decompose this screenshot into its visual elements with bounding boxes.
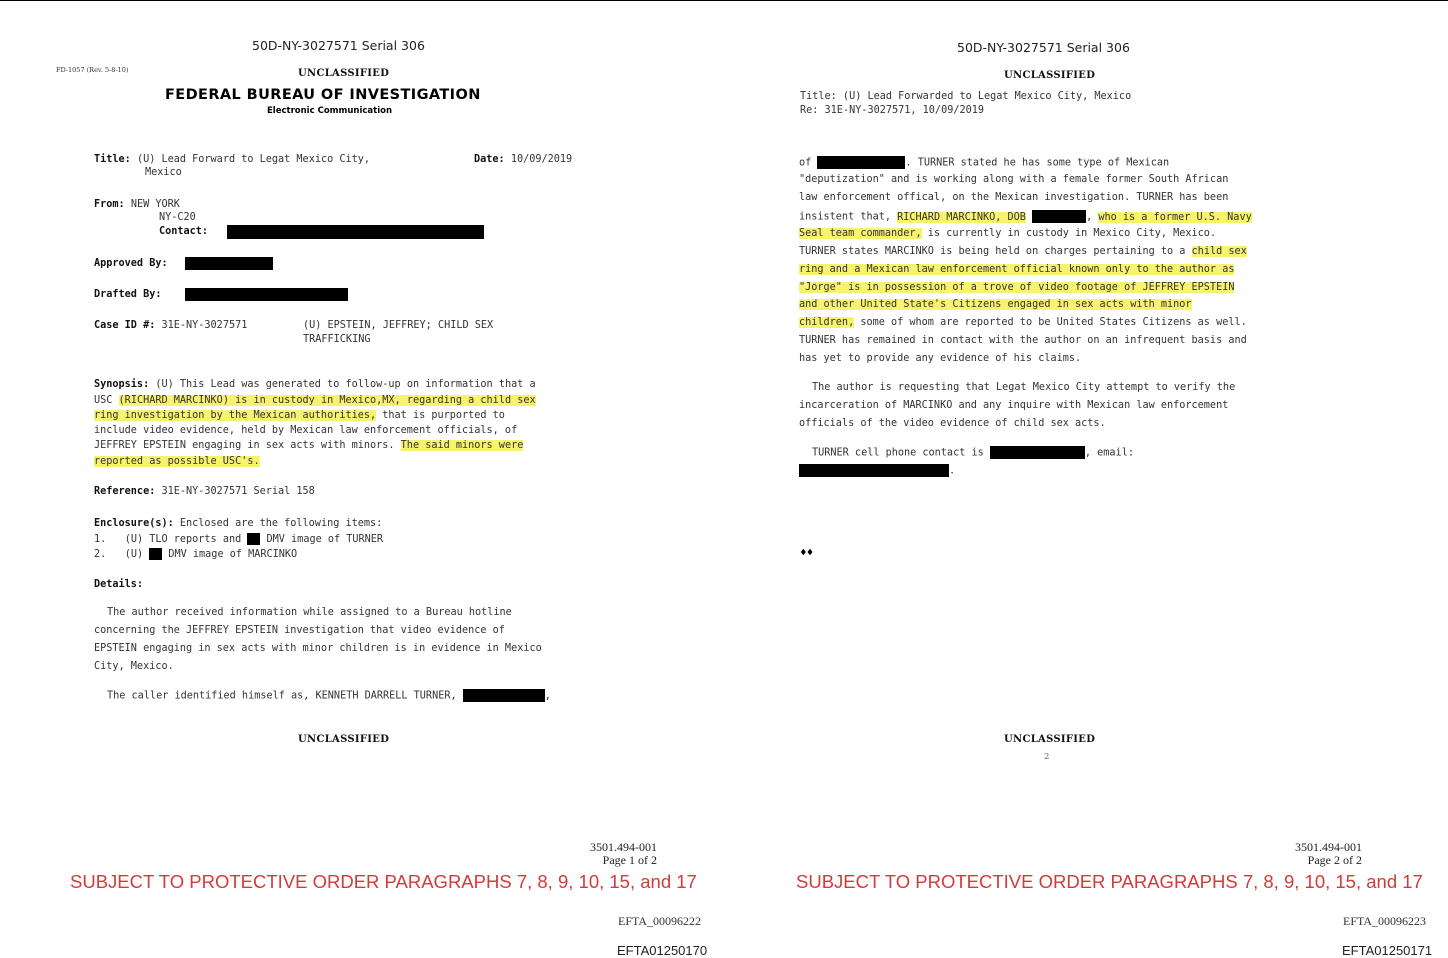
para2-line-3: officials of the video evidence of child sex acts. <box>799 418 1106 429</box>
bates-number: EFTA01250170 <box>617 943 708 958</box>
re-line: Re: 31E-NY-3027571, 10/09/2019 <box>800 105 985 116</box>
highlight-jorge-footage: "Jorge" is in possession of a trove of video footage of JEFFREY EPSTEIN <box>799 282 1235 293</box>
classification-footer: UNCLASSIFIED <box>298 734 390 745</box>
highlight-ring-official: ring and a Mexican law enforcement official known only to the author as <box>799 264 1235 275</box>
form-number: FD-1057 (Rev. 5-8-10) <box>56 66 129 74</box>
para2-line-2: incarceration of MARCINKO and any inquire with Mexican law enforcement <box>799 400 1229 411</box>
redaction-approved <box>185 257 273 270</box>
case-description-cont: TRAFFICKING <box>303 334 371 345</box>
redaction-email <box>799 464 949 477</box>
details-line-5: The caller identified himself as, KENNETH DARRELL TURNER, , <box>107 690 551 702</box>
efta-number-small: EFTA_00096222 <box>618 914 702 928</box>
details-label: Details: <box>94 579 144 590</box>
para1-line-5: Seal team commander, is currently in custody in Mexico City, Mexico. <box>799 228 1217 239</box>
highlight-ring-investigation: ring investigation by the Mexican authorities, <box>94 410 377 421</box>
document-page-2 <box>724 0 1448 958</box>
synopsis-label: Synopsis: <box>94 379 150 390</box>
title-value: (U) Lead Forward to Legat Mexico City, <box>136 154 371 165</box>
drafted-label: Drafted By: <box>94 289 162 300</box>
reference-value: 31E-NY-3027571 Serial 158 <box>161 486 315 497</box>
approved-label: Approved By: <box>94 258 168 269</box>
highlight-child-sex: child sex <box>1191 246 1247 257</box>
highlight-seal-team: Seal team commander, <box>799 228 922 239</box>
highlight-citizens-minor: and other United State's Citizens engaged in sex acts with minor <box>799 299 1192 310</box>
title-label: Title: <box>94 154 131 165</box>
end-marks: ♦♦ <box>800 546 814 559</box>
synopsis-line-1: Synopsis: (U) This Lead was generated to follow-up on information that a <box>94 379 536 390</box>
redaction-enclosure-2 <box>149 548 162 560</box>
agency-title: FEDERAL BUREAU OF INVESTIGATION <box>165 87 481 103</box>
enclosure-item-2: 2. (U) DMV image of MARCINKO <box>94 549 298 560</box>
contact-field <box>159 226 208 237</box>
highlight-marcinko-dob: RICHARD MARCINKO, DOB <box>897 211 1026 223</box>
synopsis-line-2: USC (RICHARD MARCINKO) is in custody in Mexico,MX, regarding a child sex <box>94 395 536 406</box>
case-id-label: Case ID #: <box>94 320 156 331</box>
classification-footer: UNCLASSIFIED <box>1004 734 1096 745</box>
highlight-possible-uscs: reported as possible USC's. <box>94 456 260 467</box>
redaction-enclosure-1 <box>247 533 260 545</box>
title-value-cont: Mexico <box>145 167 182 178</box>
highlight-said-minors: The said minors were <box>400 440 524 451</box>
para3-line-2: . <box>799 464 955 477</box>
details-line-2: concerning the JEFFREY EPSTEIN investigation that video evidence of <box>94 625 505 636</box>
para1-line-3: law enforcement offical, on the Mexican investigation. TURNER has been <box>799 192 1229 203</box>
serial-header: 50D-NY-3027571 Serial 306 <box>957 40 1130 55</box>
synopsis-line-6 <box>94 456 260 467</box>
details-line-1: The author received information while assigned to a Bureau hotline <box>107 607 512 618</box>
details-line-3: EPSTEIN engaging in sex acts with minor children is in evidence in Mexico <box>94 643 542 654</box>
para1-line-6: TURNER states MARCINKO is being held on charges pertaining to a child sex <box>799 246 1247 257</box>
enclosure-field: Enclosure(s): Enclosed are the following items: <box>94 518 383 529</box>
highlight-marcinko-custody: (RICHARD MARCINKO) is in custody in Mexico,MX, regarding a child sex <box>118 395 536 406</box>
case-description: (U) EPSTEIN, JEFFREY; CHILD SEX <box>303 320 494 331</box>
synopsis-line-5: JEFFREY EPSTEIN engaging in sex acts with minors. The said minors were <box>94 440 524 451</box>
protective-order-banner: SUBJECT TO PROTECTIVE ORDER PARAGRAPHS 7, 8, 9, 10, 15, and 17 <box>796 871 1423 892</box>
page-stamp: 3501.494-001 Page 1 of 2 <box>590 840 657 867</box>
page-stamp: 3501.494-001 Page 2 of 2 <box>1295 840 1362 867</box>
document-type: Electronic Communication <box>267 106 393 116</box>
para1-line-8 <box>799 282 1234 293</box>
serial-header: 50D-NY-3027571 Serial 306 <box>252 38 425 53</box>
para1-line-4: insistent that, RICHARD MARCINKO, DOB , who is a former U.S. Navy <box>799 211 1252 223</box>
date-label: Date: <box>474 154 505 165</box>
para1-line-7 <box>799 264 1234 275</box>
synopsis-line-4: include video evidence, held by Mexican law enforcement officials, of <box>94 425 518 436</box>
enclosure-label: Enclosure(s): <box>94 518 174 529</box>
para1-line-2: "deputization" and is working along with a female former South African <box>799 174 1229 185</box>
from-unit: NY-C20 <box>159 212 196 223</box>
date-field <box>474 154 572 165</box>
page-number: 2 <box>1044 752 1050 762</box>
reference-field <box>94 486 315 497</box>
para1-line-10: children, some of whom are reported to be United States Citizens as well. <box>799 317 1247 328</box>
redaction-drafted <box>185 288 348 301</box>
redaction-location <box>817 156 905 169</box>
from-field <box>94 199 180 210</box>
redaction-caller <box>463 689 545 702</box>
contact-label: Contact: <box>159 226 209 237</box>
protective-order-banner: SUBJECT TO PROTECTIVE ORDER PARAGRAPHS 7, 8, 9, 10, 15, and 17 <box>70 871 697 892</box>
highlight-former-navy: who is a former U.S. Navy <box>1098 211 1252 223</box>
reference-label: Reference: <box>94 486 156 497</box>
enclosure-item-1: 1. (U) TLO reports and DMV image of TURNER <box>94 534 384 545</box>
para1-line-1: of . TURNER stated he has some type of Mexican <box>799 157 1170 169</box>
from-value: NEW YORK <box>130 199 180 210</box>
para2-line-1: The author is requesting that Legat Mexico City attempt to verify the <box>812 382 1236 393</box>
date-value: 10/09/2019 <box>510 154 573 165</box>
case-id-field <box>94 320 247 331</box>
para1-line-12: has yet to provide any evidence of his claims. <box>799 353 1082 364</box>
case-id-value: 31E-NY-3027571 <box>161 320 248 331</box>
para1-line-9 <box>799 299 1192 310</box>
details-line-4: City, Mexico. <box>94 661 174 672</box>
classification-header: UNCLASSIFIED <box>298 68 390 79</box>
bates-number: EFTA01250171 <box>1342 943 1433 958</box>
highlight-children: children, <box>799 317 855 328</box>
synopsis-line-3: ring investigation by the Mexican authorities, that is purported to <box>94 410 505 421</box>
para3-line-1: TURNER cell phone contact is , email: <box>812 447 1134 459</box>
redaction-dob <box>1032 210 1086 223</box>
classification-header: UNCLASSIFIED <box>1004 70 1096 81</box>
redaction-phone <box>990 446 1085 459</box>
from-label: From: <box>94 199 125 210</box>
para1-line-11: TURNER has remained in contact with the author on an infrequent basis and <box>799 335 1247 346</box>
title-field <box>94 154 370 165</box>
title-line: Title: (U) Lead Forwarded to Legat Mexico City, Mexico <box>800 91 1132 102</box>
redaction-contact <box>227 225 484 239</box>
efta-number-small: EFTA_00096223 <box>1343 914 1427 928</box>
